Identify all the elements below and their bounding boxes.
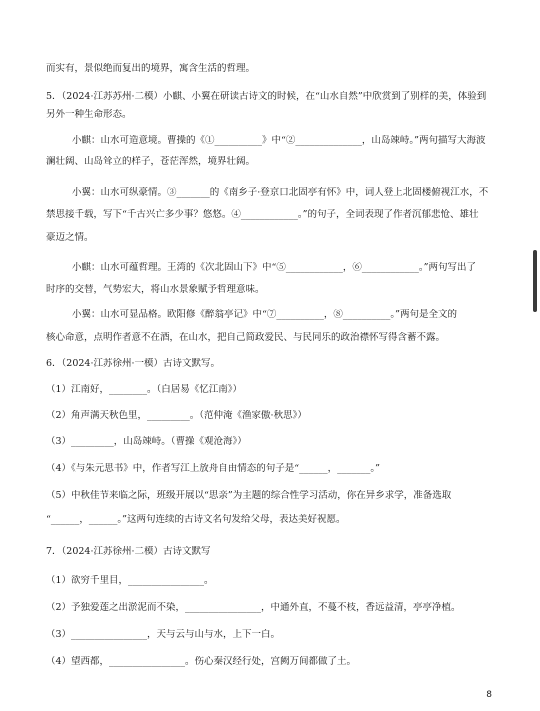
text-line: （1）江南好，________。（白居易《忆江南》） [46, 384, 243, 395]
page-number: 8 [486, 690, 492, 700]
text-line: 小翼：山水可显品格。欧阳修《醉翁亭记》中“⑦__________，⑧__________。”两句是全文的 [72, 309, 457, 320]
text-line: 小麒：山水可造意境。曹操的《①__________》中“②______________，山岛竦峙。”两句描写大海波 [72, 135, 486, 146]
text-line: “______，______。”这两句连续的古诗文名句发给父母，表达美好祝愿。 [46, 514, 346, 525]
text-line: 而实有，景似绝而复出的境界，寓含生活的哲理。 [46, 63, 256, 74]
text-line: 豪迈之情。 [46, 232, 94, 243]
question-5-header: 5．（2024·江苏苏州·二模）小麒、小翼在研读古诗文的时候，在“山水自然”中欣赏到了别样的美，体验到 [46, 91, 487, 102]
text-line: （3）_________，山岛竦峙。（曹操《观沧海》） [46, 436, 247, 447]
text-line: （2）角声满天秋色里，_________。（范仲淹《渔家傲·秋思》） [46, 410, 307, 421]
text-line: 澜壮阔、山岛耸立的样子，苍茫浑然，境界壮阔。 [46, 156, 256, 167]
text-line: （2）予独爱莲之出淤泥而不染，________________，中通外直，不蔓不枝，香远益清，亭亭净植。 [46, 602, 461, 613]
scrollbar-thumb[interactable] [533, 250, 537, 312]
question-6-header: 6．（2024·江苏徐州·一模）古诗文默写。 [46, 358, 221, 369]
text-line: （5）中秋佳节来临之际，班级开展以“思亲”为主题的综合性学习活动，你在异乡求学，准备选取 [46, 490, 452, 501]
text-line: 小翼：山水可纵豪情。③_______的《南乡子·登京口北固亭有怀》中，词人登上北固楼俯视江水，不 [72, 187, 489, 198]
text-line: （3）________________，天与云与山与水，上下一白。 [46, 629, 281, 640]
text-line: （4）《与朱元思书》中，作者写江上放舟自由情态的句子是“______，_______。” [46, 463, 381, 474]
text-line: （4）望西都，________________。伤心秦汉经行处，宫阙万间都做了土。 [46, 656, 357, 667]
question-7-header: 7．（2024·江苏徐州·二模）古诗文默写 [46, 546, 211, 557]
text-line: 禁思接千载，写下“千古兴亡多少事？悠悠。④____________。”的句子，全词表现了作者沉郁悲怆、雄壮 [46, 209, 479, 220]
text-line: 另外一种生命形态。 [46, 109, 132, 120]
text-line: （1）欲穷千里目，________________。 [46, 575, 214, 586]
scrollbar-track[interactable] [532, 0, 538, 711]
text-line: 小麒：山水可蕴哲理。王湾的《次北固山下》中“⑤____________，⑥____________。”两句写出了 [72, 262, 476, 273]
text-line: 核心命意，点明作者意不在酒，在山水，把自己简政爱民、与民同乐的政治襟怀写得含蓄不露。 [46, 332, 446, 343]
text-line: 时序的交替，气势宏大，将山水景象赋予哲理意味。 [46, 284, 265, 295]
